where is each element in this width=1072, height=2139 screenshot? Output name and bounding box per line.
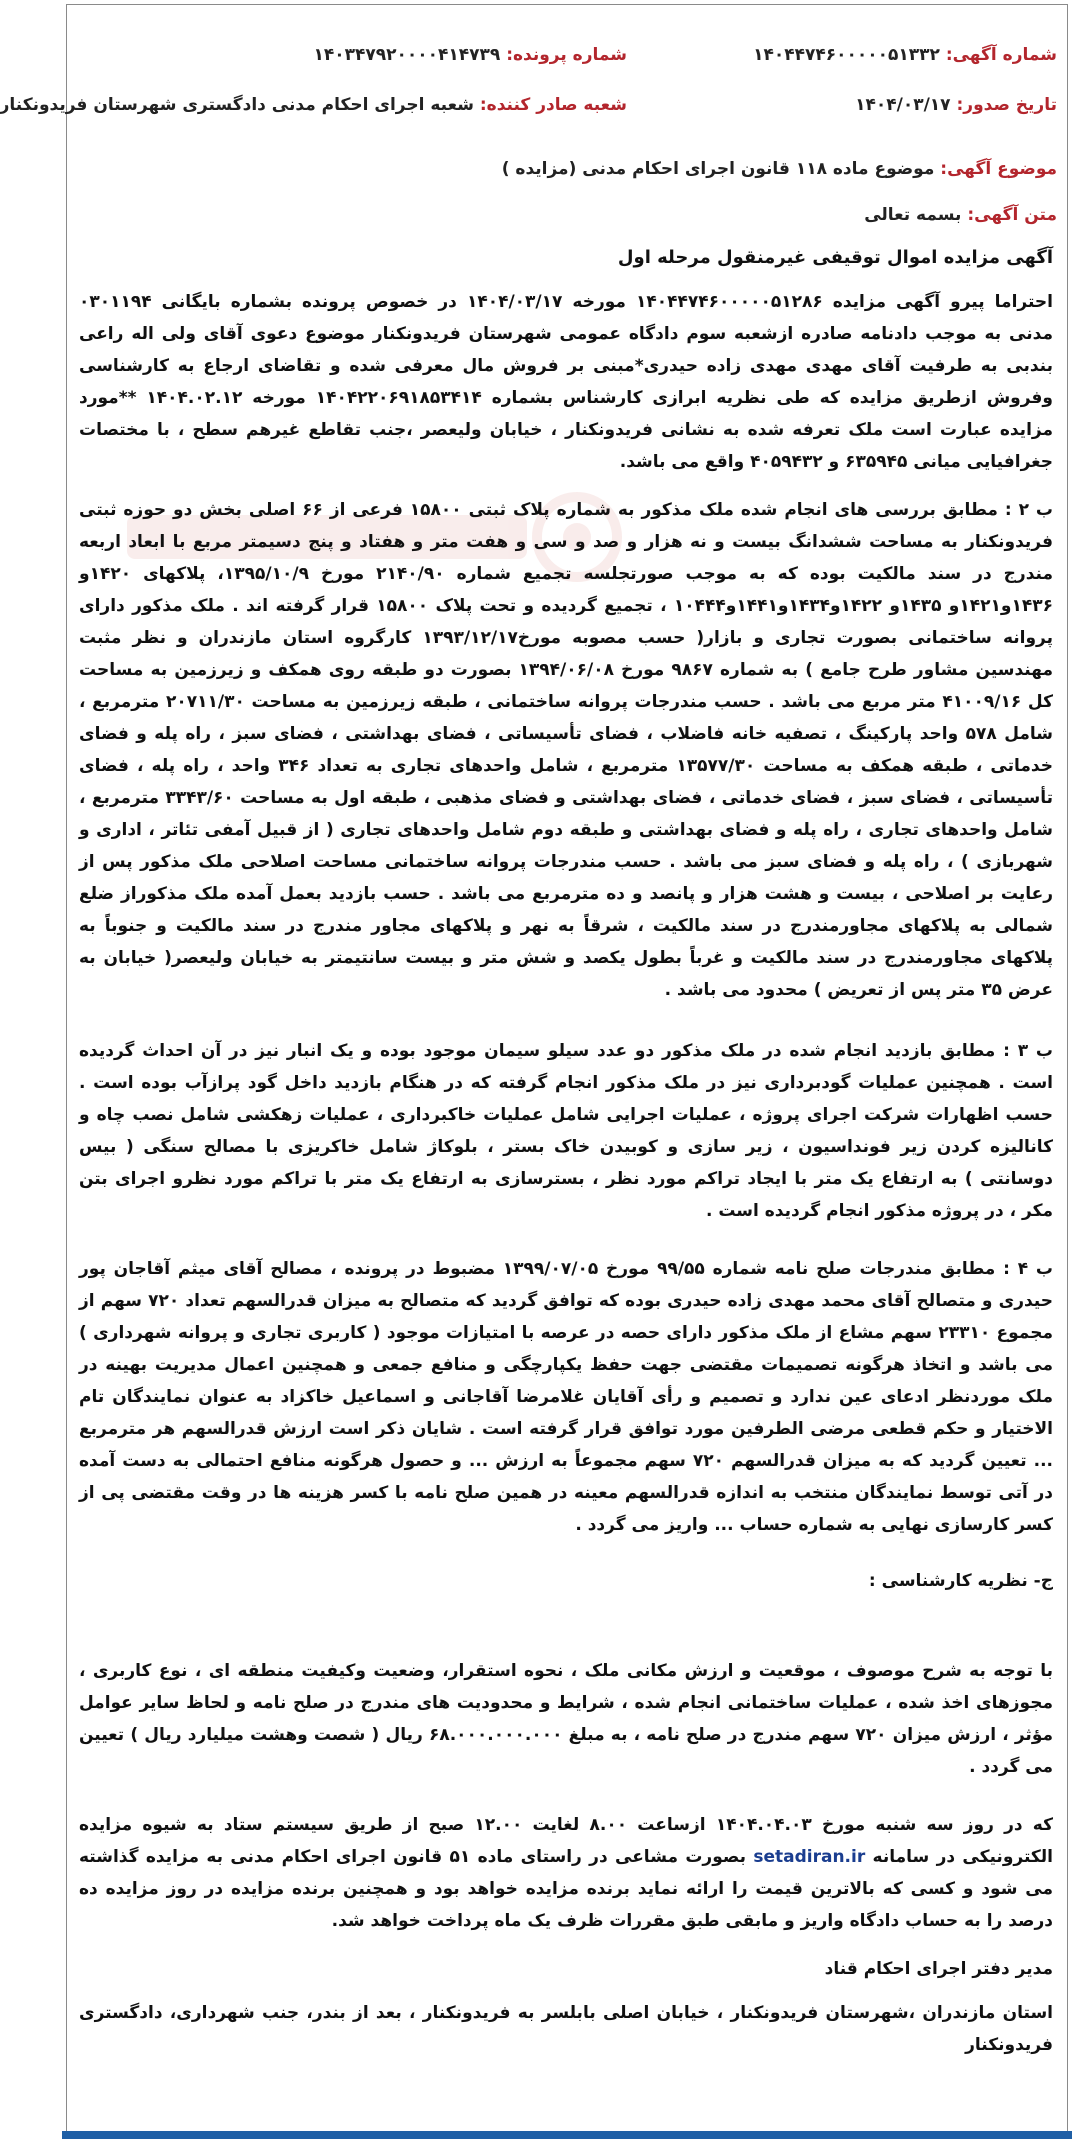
ad-number-label: شماره آگهی: [945, 45, 1057, 65]
case-number-row [313, 43, 627, 67]
expert-opinion-title-text: ج- نظریه کارشناسی : [868, 1571, 1053, 1591]
notice-frame [0, 4, 1068, 2132]
case-number-value: ۱۴۰۳۴۷۹۲۰۰۰۰۴۱۴۷۳۹ [313, 45, 501, 65]
signer-text: مدیر دفتر اجرای احکام قناد [824, 1959, 1053, 1979]
paragraph-b3 [79, 1035, 1053, 1227]
subject-row [502, 157, 1057, 181]
paragraph-b2 [79, 494, 1053, 1006]
bottom-bar [62, 2131, 1072, 2139]
issue-date-label: تاریخ صدور: [956, 95, 1057, 115]
expert-opinion-title [79, 1565, 1053, 1597]
issue-date-row [855, 93, 1057, 117]
address [79, 1997, 1053, 2061]
paragraph-b4-text: ب ۴ : مطابق مندرجات صلح نامه شماره ۹۹/۵۵ مورخ ۱۳۹۹/۰۷/۰۵ مضبوط در پرونده ، مصالح آقای میثم آقاجان پور حیدری و متصالح آقای محمد مهدی زاده حیدری بوده که توافق گردید که متصالح به میزان قدرالسهم تعداد ۷۲۰ سهم از مجموع ۲۳۳۱۰ سهم مشاع از ملک مذکور دارای حصه در عرصه با امتیازات موجود ( کاربری تجاری و پروانه شهرداری ) می باشد و اتخاذ هرگونه تصمیمات مقتضی جهت حفظ یکپارچگی و منافع جمعی و همچنین اعمال مدیریت بهینه در ملک موردنظر ادعای عین ندارد و تصمیم و رأی آقایان غلامرضا آقاجانی و اسماعیل خاکزاد به عنوان نمایندگان تام الاختیار و حکم قطعی مرضی الطرفین مورد توافق قرار گرفته است . شایان ذکر است ارزش قدرالسهم هر مترمربع ... تعیین گردید که به میزان قدرالسهم ۷۲۰ سهم مجموعاً به ارزش ... و حصول هرگونه منافع احتمالی به دست آمده در آتی توسط نمایندگان منتخب به اندازه قدرالسهم معینه در همین صلح نامه با کسر هزینه ها در وقت مقتضی پی از کسر کارسازی نهایی به شماره حساب ... واریز می گردد . [79, 1259, 1054, 1535]
paragraph-auction [79, 1809, 1053, 1937]
case-number-label: شماره پرونده: [506, 45, 627, 65]
paragraph-opinion [79, 1655, 1053, 1783]
paragraph-b3-text: ب ۳ : مطابق بازدید انجام شده در ملک مذکور دو عدد سیلو سیمان موجود بوده و یک انبار نیز در آن احداث گردیده است . همچنین عملیات گودبرداری نیز در ملک مذکور انجام گرفته که در هنگام بازدید داخل گود پرازآب بوده است . حسب اظهارات شرکت اجرای پروژه ، عملیات اجرایی شامل عملیات خاکبرداری ، عملیات زهکشی شامل نصب چاه و کانالیزه کردن زیر فونداسیون ، زیر سازی و کوبیدن خاک بستر ، بلوکاژ شامل خاکریزی با مصالح سنگی ( بیس دوسانتی ) به ارتفاع یک متر با ایجاد تراکم مورد نظر ، بسترسازی به ارتفاع یک متر با تراکم مورد نظرو اجرای بتن مکر ، در پروژه مذکور انجام گردیده است . [79, 1041, 1053, 1221]
paragraph-opinion-text: با توجه به شرح موصوف ، موقعیت و ارزش مکانی ملک ، نحوه استقرار، وضعیت وکیفیت منطقه ای ، نوع کاربری ، مجوزهای اخذ شده ، عملیات ساختمانی انجام شده ، شرایط و محدودیت های مندرج در صلح نامه و لحاظ سایر عوامل مؤثر ، ارزش میزان ۷۲۰ سهم مندرج در صلح نامه ، به مبلغ ۶۸.۰۰۰.۰۰۰.۰۰۰ ریال ( شصت وهشت میلیارد ریال ) تعیین می گردد . [79, 1661, 1054, 1777]
text-label: متن آگهی: [967, 205, 1057, 225]
ad-number-value: ۱۴۰۴۴۷۴۶۰۰۰۰۰۵۱۳۳۲ [753, 45, 940, 65]
issue-date-value: ۱۴۰۴/۰۳/۱۷ [855, 95, 951, 115]
paragraph-intro-text: احتراما پیرو آگهی مزایده ۱۴۰۴۴۷۴۶۰۰۰۰۰۵۱۲۸۶ مورخه ۱۴۰۴/۰۳/۱۷ در خصوص پرونده بشماره بایگانی ۰۳۰۱۱۹۴ مدنی به موجب دادنامه صادره ازشعبه سوم دادگاه عمومی شهرستان فریدونکنار موضوع دعوی آقای ولی اله راعی بندبی به طرفیت آقای مهدی مهدی زاده حیدری*مبنی بر فروش مال معرفی شده و تقاضای ارجاع به کارشناسی وفروش ازطریق مزایده که طی نظریه ابرازی کارشناس بشماره ۱۴۰۴۲۲۰۶۹۱۸۵۳۴۱۴ مورخه ۱۴۰۴.۰۲.۱۲ **مورد مزایده عبارت است ملک تعرفه شده به نشانی فریدونکنار ، خیابان ولیعصر ،جنب تقاطع غیرهم سطح ، با مختصات جغرافیایی میانی ۶۳۵۹۴۵ و ۴۰۵۹۴۳۲ واقع می باشد. [79, 292, 1053, 472]
issuer-label: شعبه صادر کننده: [479, 95, 627, 115]
paragraph-intro [79, 286, 1053, 478]
ad-number-row [753, 43, 1057, 67]
subject-value: موضوع ماده ۱۱۸ قانون اجرای احکام مدنی (مزایده ) [501, 159, 935, 179]
issuer-value: شعبه اجرای احکام مدنی دادگستری شهرستان فریدونکنار [0, 95, 474, 115]
paragraph-auction-text-a: که در روز سه شنبه مورخ ۱۴۰۴.۰۴.۰۳ ازساعت ۸.۰۰ لغایت ۱۲.۰۰ صبح از طریق سیستم ستاد به شیوه مزایده الکترونیکی در سامانه [79, 1815, 1053, 1867]
subject-label: موضوع آگهی: [940, 159, 1057, 179]
signer [79, 1953, 1053, 1985]
paragraph-b4 [79, 1253, 1053, 1541]
issuer-row [0, 93, 627, 117]
notice-title: آگهی مزایده اموال توقیفی غیرمنقول مرحله اول [617, 247, 1053, 268]
basmala: بسمه تعالی [864, 205, 962, 225]
text-label-row [864, 203, 1057, 227]
address-text: استان مازندران ،شهرستان فریدونکنار ، خیابان اصلی بابلسر به فریدونکنار ، بعد از بندر، جنب شهرداری، دادگستری فریدونکنار [79, 2003, 1053, 2055]
setadiran-link[interactable]: setadiran.ir [753, 1847, 866, 1867]
paragraph-auction-text-b: بصورت مشاعی در راستای ماده ۵۱ قانون اجرای احکام مدنی به مزایده گذاشته می شود و کسی که بالاترین قیمت را ارائه نماید برنده مزایده خواهد بود و همچنین برنده مزایده در روز مزایده ده درصد را به حساب دادگاه واریز و مابقی طبق مقررات ظرف یک ماه پرداخت خواهد شد. [79, 1847, 1053, 1931]
paragraph-b2-text: ب ۲ : مطابق بررسی های انجام شده ملک مذکور به شماره پلاک ثبتی ۱۵۸۰۰ فرعی از ۶۶ اصلی بخش دو حوزه ثبتی فریدونکنار به مساحت ششدانگ بیست و نه هزار و صد و سی و هفت متر و هفتاد و پنج دسیمتر مربع با ابعاد اربعه مندرج در سند مالکیت بوده که به موجب صورتجلسه تجمیع شماره ۲۱۴۰/۹۰ مورخ ۱۳۹۵/۱۰/۹، پلاکهای ۱۴۲۰و ۱۴۳۶و۱۴۲۱و ۱۴۳۵و ۱۴۲۲و۱۴۳۴و۱۴۴۱و۱۰۴۴۴ ، تجمیع گردیده و تحت پلاک ۱۵۸۰۰ قرار گرفته اند . ملک مذکور دارای پروانه ساختمانی بصورت تجاری و بازار( حسب مصوبه مورخ۱۳۹۳/۱۲/۱۷ کارگروه استان مازندران و نظر مثبت مهندسین مشاور طرح جامع ) به شماره ۹۸۶۷ مورخ ۱۳۹۴/۰۶/۰۸ بصورت دو طبقه روی همکف و زیرزمین به مساحت کل ۴۱۰۰۹/۱۶ متر مربع می باشد . حسب مندرجات پروانه ساختمانی ، طبقه زیرزمین به مساحت ۲۰۷۱۱/۳۰ مترمربع ، شامل ۵۷۸ واحد پارکینگ ، تصفیه خانه فاضلاب ، فضای تأسیساتی ، فضای بهداشتی ، فضای سبز ، راه پله و فضای خدماتی ، طبقه همکف به مساحت ۱۳۵۷۷/۳۰ مترمربع ، شامل واحدهای تجاری به تعداد ۳۴۶ واحد ، راه پله ، فضای تأسیساتی ، فضای سبز ، فضای خدماتی ، فضای بهداشتی و فضای مذهبی ، طبقه اول به مساحت ۳۳۴۳/۶۰ مترمربع ، شامل واحدهای تجاری ، راه پله و فضای بهداشتی و طبقه دوم شامل واحدهای تجاری ( از قبیل آمفی تئاتر ، اداری و شهربازی ) ، راه پله و فضای سبز می باشد . حسب مندرجات پروانه ساختمانی مساحت اصلاحی ملک مذکور پس از رعایت بر اصلاحی ، بیست و هشت هزار و پانصد و ده مترمربع می باشد . حسب بازدید بعمل آمده ملک مذکوراز ضلع شمالی به پلاکهای مجاورمندرج در سند مالکیت ، شرقاً به نهر و پلاکهای مجاور مندرج در سند مالکیت و جنوباً به پلاکهای مجاورمندرج در سند مالکیت و غرباً بطول یکصد و شش متر و بیست سانتیمتر به خیابان ولیعصر( خیابان به عرض ۳۵ متر پس از تعریض ) محدود می باشد . [79, 500, 1054, 1000]
